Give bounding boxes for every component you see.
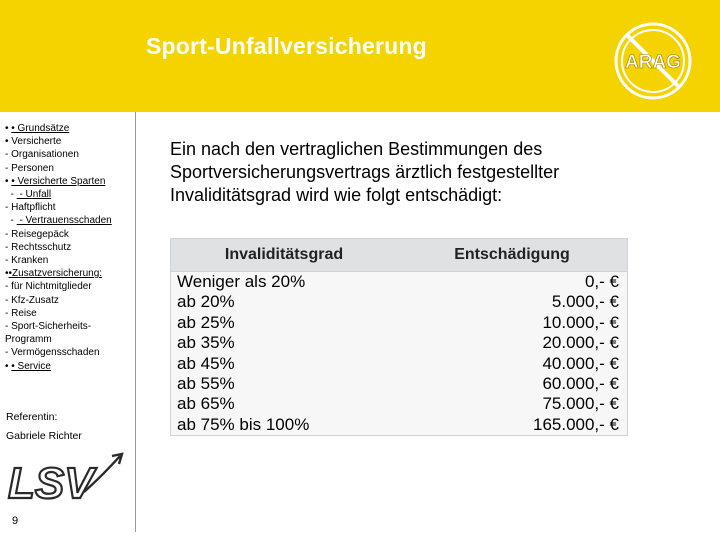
cell-degree: ab 35%	[177, 333, 235, 353]
cell-compensation: 40.000,- €	[542, 353, 619, 373]
compensation-table	[170, 238, 628, 436]
cell-compensation: 0,- €	[584, 272, 619, 291]
sidebar-divider	[135, 112, 136, 532]
sidebar-nav-item: - Haftpflicht	[5, 202, 56, 214]
sidebar-nav-item: - Sport-Sicherheits-	[5, 321, 92, 333]
sidebar-nav	[5, 122, 133, 373]
sidebar-nav-link[interactable]: • Versicherte Sparten	[11, 175, 106, 187]
table-row	[171, 313, 627, 333]
cell-compensation: 60.000,- €	[542, 373, 619, 393]
table-row	[171, 292, 627, 312]
cell-degree: ab 65%	[177, 394, 235, 414]
lsv-logo	[6, 446, 130, 506]
referent-name: Gabriele Richter	[6, 430, 82, 442]
sidebar-nav-item[interactable]: • • Grundsätze	[5, 123, 70, 134]
arag-logo-text: ARAG	[625, 52, 681, 73]
page-title: Sport-Unfallversicherung	[146, 33, 427, 59]
sidebar-nav-item[interactable]: ••Zusatzversicherung:	[5, 268, 103, 280]
sidebar-nav-item[interactable]: - - Vertrauensschaden	[5, 215, 112, 227]
cell-degree: ab 45%	[177, 353, 235, 373]
table-row	[171, 394, 627, 414]
sidebar-nav-item[interactable]: • • Service	[5, 360, 51, 372]
column-header-compensation: Entschädigung	[454, 246, 570, 263]
column-header-degree: Invaliditätsgrad	[224, 246, 344, 263]
cell-degree: Weniger als 20%	[177, 272, 306, 291]
cell-degree: ab 55%	[177, 373, 235, 393]
cell-compensation: 5.000,- €	[551, 292, 619, 312]
sidebar-nav-item: Programm	[5, 334, 52, 346]
table-row	[171, 374, 627, 394]
cell-compensation: 75.000,- €	[542, 394, 619, 414]
sidebar-nav-item: - Rechtsschutz	[5, 241, 72, 253]
page-number: 9	[12, 515, 19, 527]
sidebar-nav-item: - Organisationen	[5, 149, 79, 161]
sidebar-nav-link[interactable]: - Vertrauensschaden	[16, 215, 112, 227]
sidebar-nav-item[interactable]: - - Unfall	[5, 189, 52, 201]
referent-label: Referentin:	[6, 411, 58, 423]
sidebar-nav-item: - Kranken	[5, 255, 49, 267]
sidebar-nav-link[interactable]: • Grundsätze	[11, 123, 70, 134]
intro-text: Ein nach den vertraglichen Bestimmungen des Sportversicherungsvertrags ärztlich festgestellter Invaliditätsgrad wird wie folgt entschädigt:	[170, 139, 560, 205]
arag-logo	[612, 20, 694, 102]
table-body	[171, 272, 627, 435]
sidebar-nav-link[interactable]: - Unfall	[16, 189, 52, 201]
sidebar-nav-item: - Vermögensschaden	[5, 347, 100, 359]
sidebar-nav-link[interactable]: •Zusatzversicherung:	[8, 268, 103, 280]
sidebar-nav-item: - Kfz-Zusatz	[5, 294, 59, 306]
table-header-row	[171, 239, 627, 272]
cell-compensation: 165.000,- €	[532, 414, 619, 434]
sidebar-nav-link[interactable]: • Service	[11, 360, 51, 372]
table-row	[171, 272, 627, 292]
cell-degree: ab 20%	[177, 292, 235, 312]
table-row	[171, 415, 627, 435]
cell-degree: ab 25%	[177, 312, 235, 332]
sidebar-nav-item: - Reisegepäck	[5, 228, 69, 240]
sidebar-nav-item: • Versicherte	[5, 136, 62, 148]
sidebar-nav-item: - Personen	[5, 162, 54, 174]
cell-compensation: 10.000,- €	[542, 312, 619, 332]
sidebar-nav-item[interactable]: • • Versicherte Sparten	[5, 175, 106, 187]
table-row	[171, 354, 627, 374]
sidebar-nav-item: - für Nichtmitglieder	[5, 281, 92, 293]
cell-degree: ab 75% bis 100%	[177, 414, 310, 434]
header-band	[0, 0, 720, 112]
sidebar-nav-item: - Reise	[5, 307, 37, 319]
table-row	[171, 333, 627, 353]
cell-compensation: 20.000,- €	[542, 333, 619, 353]
lsv-logo-text: LSV	[8, 459, 94, 506]
